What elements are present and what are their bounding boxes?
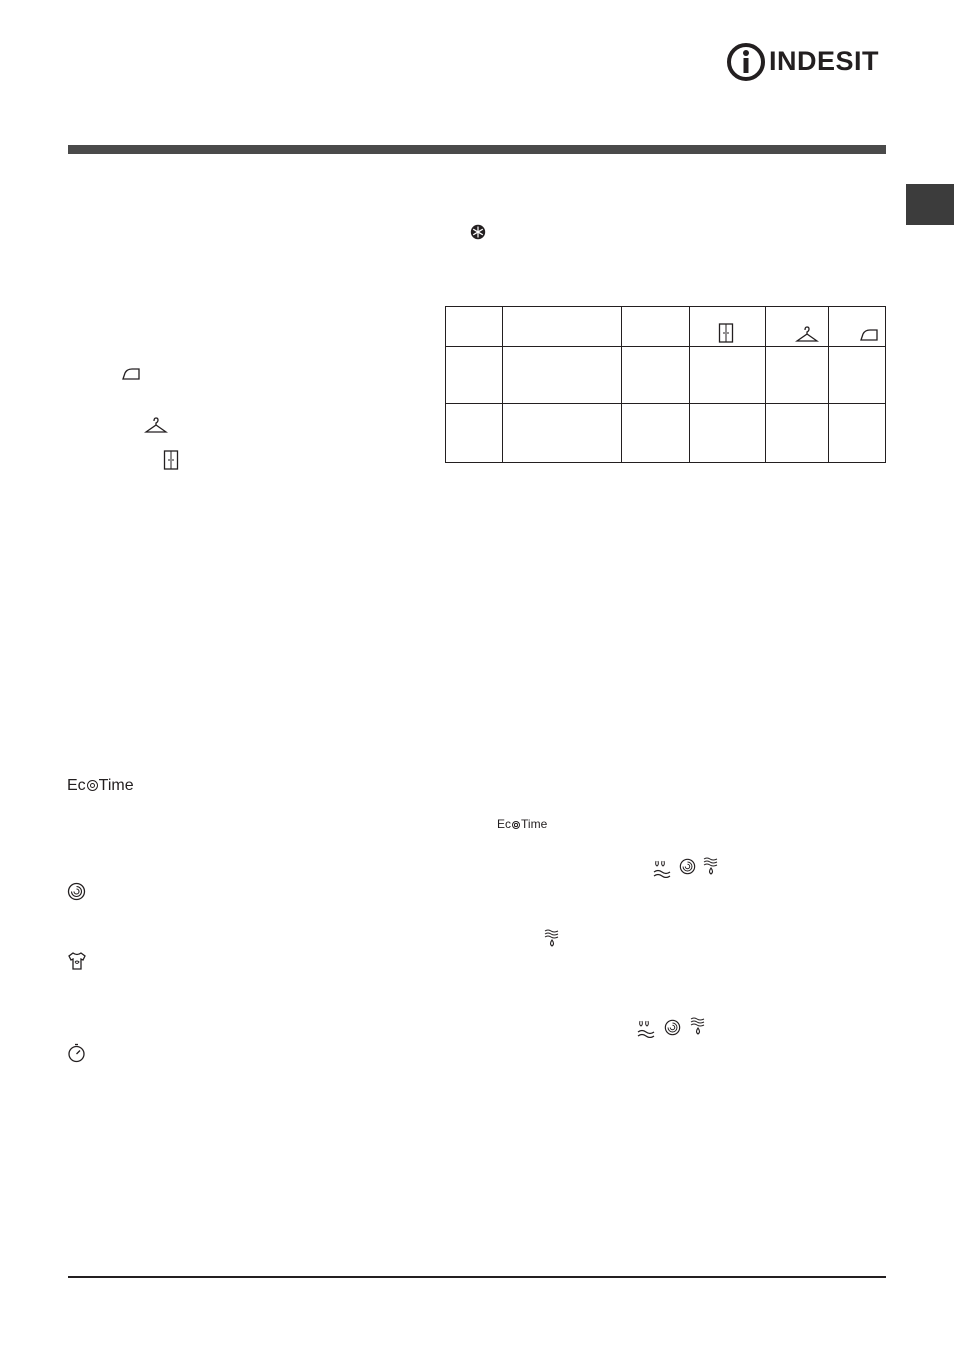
ecotime-swirl-icon xyxy=(87,780,98,791)
table-cell xyxy=(621,307,689,347)
wardrobe-icon xyxy=(718,323,734,343)
ecotime-prefix: Ec xyxy=(67,777,86,794)
table-row xyxy=(446,307,886,347)
table-cell xyxy=(766,347,828,404)
spin-icon xyxy=(664,1019,681,1036)
drying-symbols-table xyxy=(445,306,886,463)
table-cell xyxy=(766,404,828,463)
wardrobe-icon xyxy=(163,450,179,470)
ecotime-suffix: Time xyxy=(98,777,134,794)
table-cell xyxy=(446,347,503,404)
table-cell xyxy=(690,404,766,463)
table-header-wardrobe xyxy=(690,307,766,347)
ecotime-swirl-icon xyxy=(512,821,520,829)
table-cell xyxy=(446,307,503,347)
hanger-icon xyxy=(795,326,819,344)
table-cell xyxy=(503,404,622,463)
table-cell xyxy=(503,347,622,404)
spin-icon xyxy=(67,882,86,901)
header-bar xyxy=(68,145,886,154)
iron-icon xyxy=(859,328,881,342)
wash-phase-icon xyxy=(652,858,674,878)
drain-icon xyxy=(703,857,719,876)
table-cell xyxy=(828,347,885,404)
table-header-hanger xyxy=(766,307,828,347)
table-row xyxy=(446,404,886,463)
indesit-logo xyxy=(726,40,888,84)
ecotime-logo xyxy=(67,777,134,795)
spin-icon xyxy=(679,858,696,875)
timer-icon xyxy=(67,1043,86,1063)
snowflake-icon xyxy=(470,224,486,240)
ecotime-prefix: Ec xyxy=(497,817,512,831)
table-cell xyxy=(621,347,689,404)
hanger-icon xyxy=(144,417,168,435)
table-header-iron xyxy=(828,307,885,347)
drain-icon xyxy=(544,929,560,948)
table-cell xyxy=(503,307,622,347)
table-cell xyxy=(621,404,689,463)
wash-phase-icon xyxy=(636,1018,658,1038)
drain-icon xyxy=(690,1017,706,1036)
ecotime-logo-small xyxy=(497,817,547,831)
indesit-logo-mark xyxy=(726,40,766,84)
iron-icon xyxy=(121,367,143,381)
tshirt-icon xyxy=(67,951,87,971)
table-row xyxy=(446,347,886,404)
footer-rule xyxy=(68,1276,886,1278)
brand-name: INDESIT xyxy=(769,46,880,76)
table-cell xyxy=(446,404,503,463)
table-cell xyxy=(690,347,766,404)
table-cell xyxy=(828,404,885,463)
language-tab xyxy=(906,184,954,225)
ecotime-suffix: Time xyxy=(521,817,548,831)
